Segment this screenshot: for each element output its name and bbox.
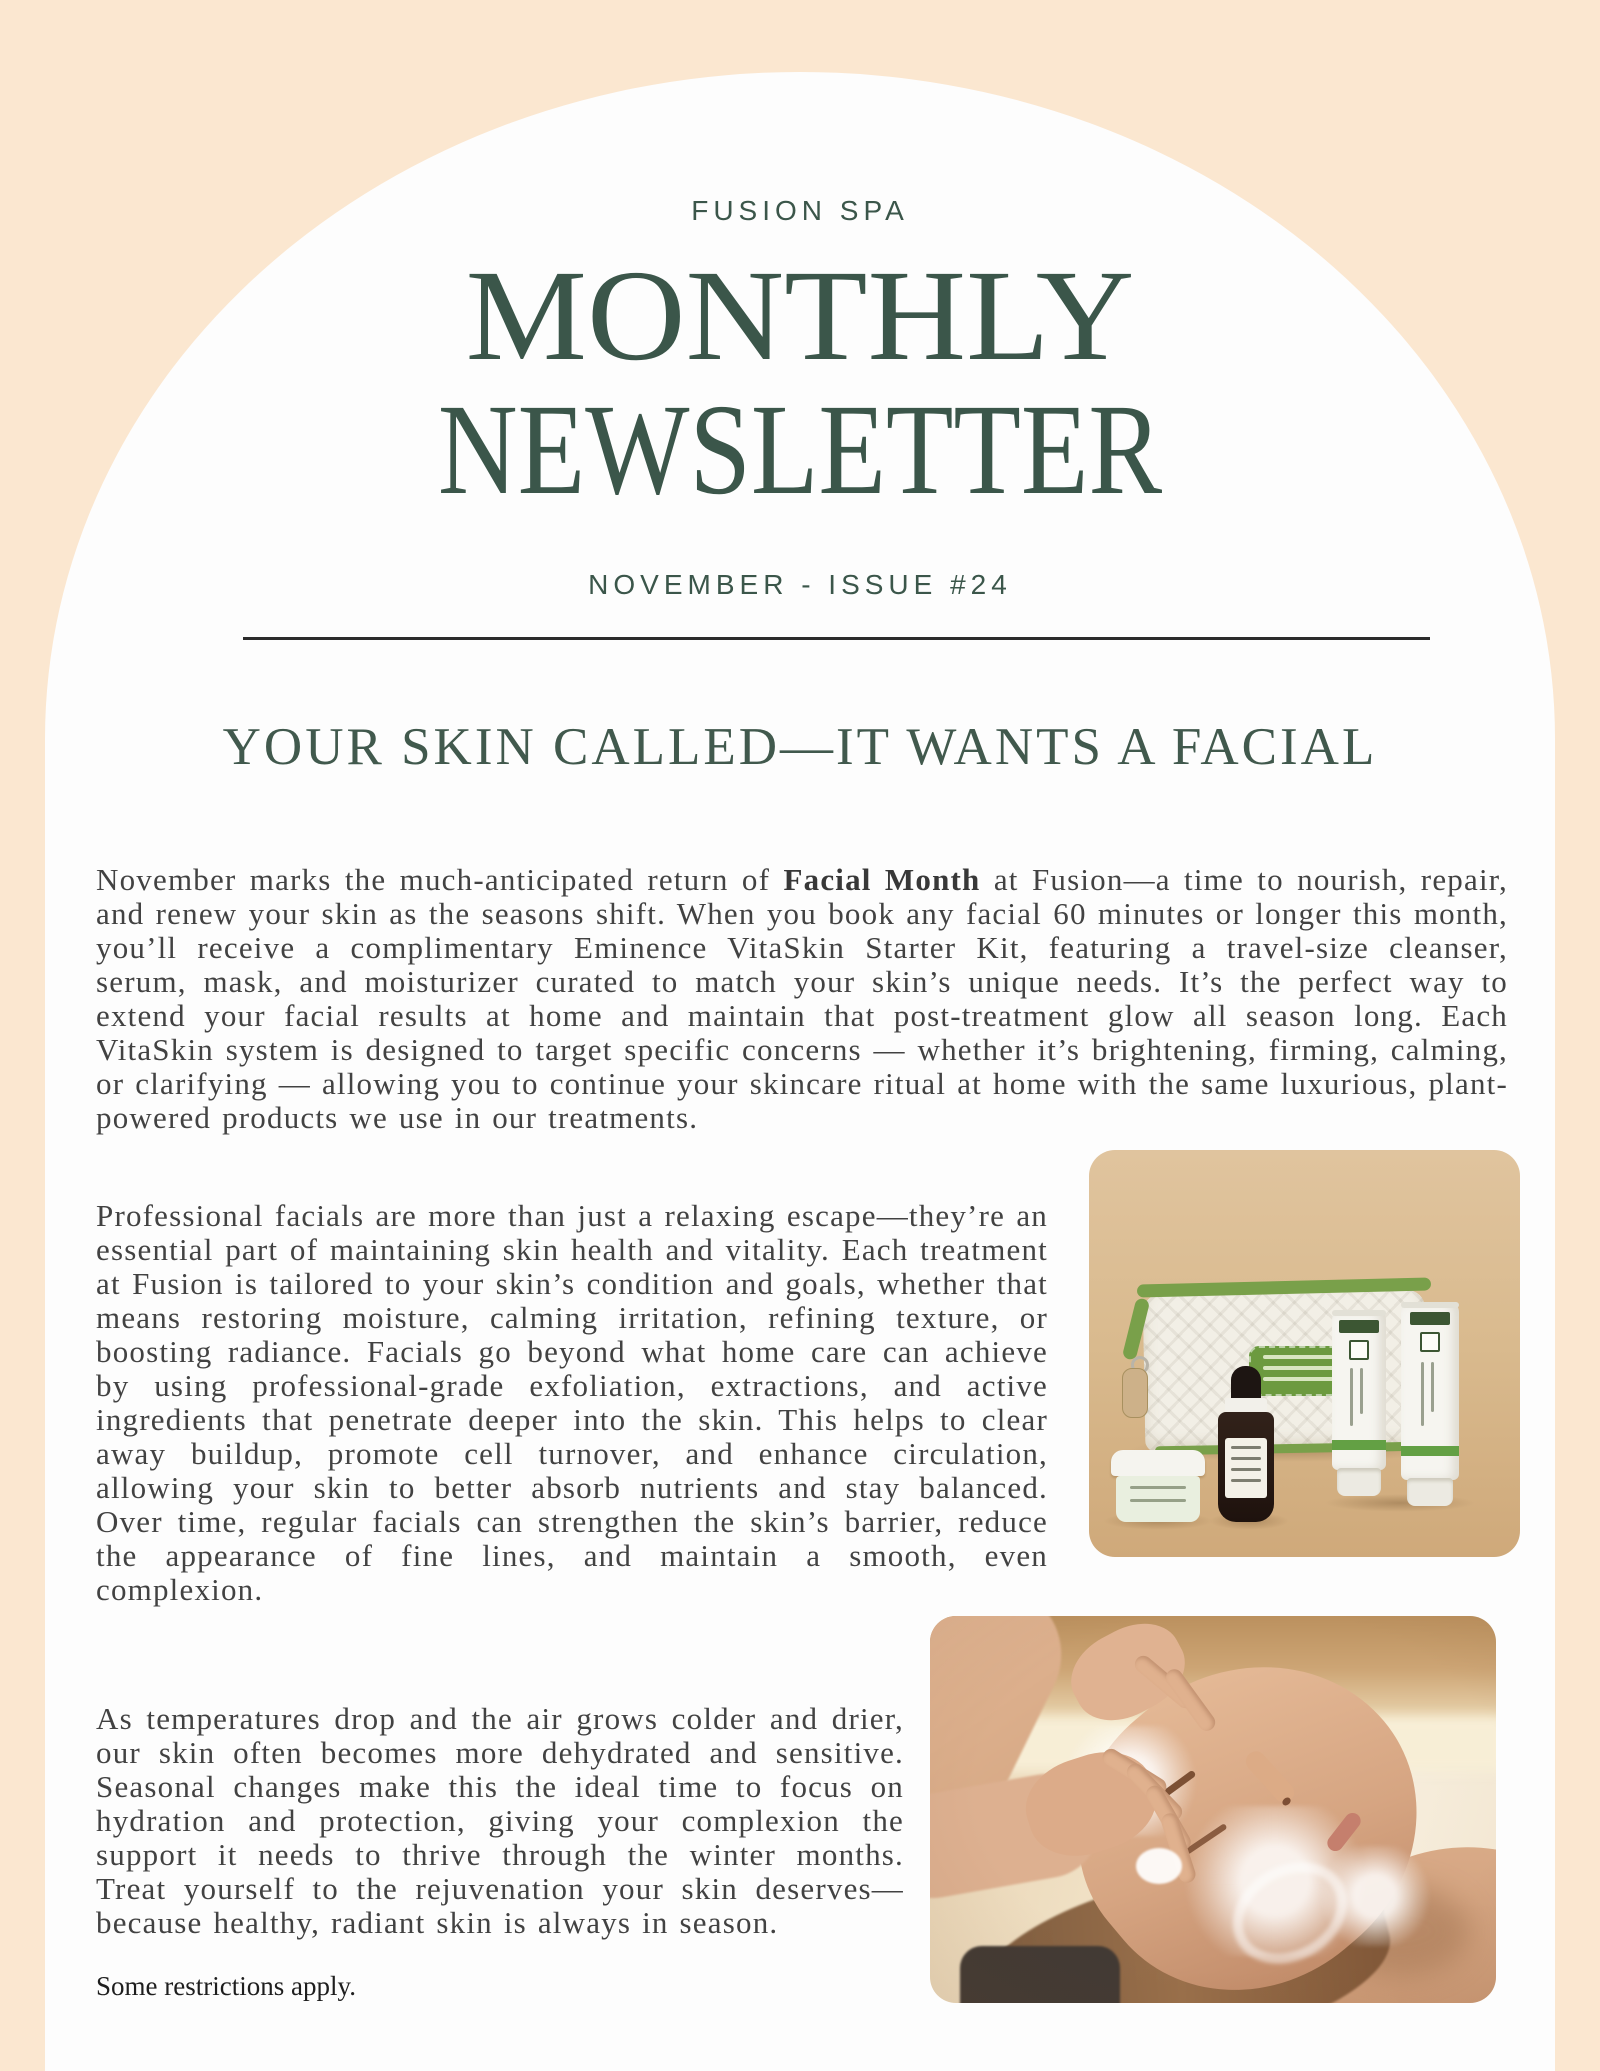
tube-text-line [1421, 1362, 1424, 1426]
paragraph-2: Professional facials are more than just a relaxing escape—they’re an essential part of maintaining skin health and vitality. Each treatment at Fusion is tailored to your skin’s condition and goals, whether that means restoring moisture, calming irritation, refining texture, or boosting radiance. Facials go beyond what home care can achieve by using professional-grade exfoliation, extractions, and active ingredients that penetrate deeper into the skin. This helps to clear away buildup, promote cell turnover, and enhance circulation, allowing your skin to better absorb nutrients and stay balanced. Over time, regular facials can strengthen the skin’s barrier, reduce the appearance of fine lines, and maintain a smooth, even complexion. [96, 1198, 1048, 1607]
tube-crimp [1332, 1310, 1386, 1316]
bamboo-zipper-pull [1122, 1368, 1148, 1418]
tube-text-line [1350, 1368, 1353, 1426]
title-line-1: MONTHLY [465, 244, 1135, 388]
title-line-2: NEWSLETTER [437, 378, 1163, 522]
tube-crimp [1401, 1302, 1459, 1308]
tube-brand-block [1339, 1320, 1379, 1333]
tube-text-line [1360, 1368, 1363, 1414]
paragraph-1 [96, 863, 1508, 1135]
cleanser-tube [1401, 1302, 1459, 1480]
facial-treatment-photo [930, 1616, 1496, 2003]
tube-brand-block [1410, 1312, 1450, 1325]
tube-logo [1349, 1340, 1369, 1360]
masque-jar-lid [1111, 1450, 1205, 1476]
moisturizer-cap [1337, 1468, 1381, 1496]
article-headline: YOUR SKIN CALLED—IT WANTS A FACIAL [222, 718, 1378, 776]
cleanser-cap [1407, 1478, 1453, 1506]
moisturizer-tube [1332, 1310, 1386, 1470]
tube-text-line [1431, 1362, 1434, 1412]
footnote: Some restrictions apply. [96, 1971, 356, 2001]
paragraph-3: As temperatures drop and the air grows colder and drier, our skin often becomes more dehydrated and sensitive. Seasonal changes make this the ideal time to focus on hydration and protection, giving your complexion the support it needs to thrive through the winter months. Treat yourself to the rejuvenation your skin deserves—because healthy, radiant skin is always in season. [96, 1701, 904, 1940]
tube-logo [1420, 1332, 1440, 1352]
serum-label [1225, 1438, 1267, 1498]
masque-jar [1116, 1476, 1200, 1522]
facial-month-bold: Facial Month [783, 862, 981, 897]
divider-rule [243, 637, 1430, 640]
serum-dropper-bulb [1231, 1366, 1261, 1402]
brand-name: FUSION SPA [691, 195, 909, 226]
paragraph-1-rest: at Fusion—a time to nourish, repair, and renew your skin as the seasons shift. When you book any facial 60 minutes or longer this month, you’ll receive a complimentary Eminence VitaSkin Starter Kit, featuring a travel-size cleanser, serum, mask, and moisturizer curated to match your skin’s unique needs. It’s the perfect way to extend your facial results at home and maintain that post-treatment glow all season long. Each VitaSkin system is designed to target specific concerns — whether it’s brightening, firming, calming, or clarifying — allowing you to continue your skincare ritual at home with the same luxurious, plant-powered products we use in our treatments. [96, 862, 1508, 1135]
tube-green-band [1332, 1440, 1386, 1450]
issue-line: NOVEMBER - ISSUE #24 [588, 569, 1012, 600]
paragraph-1-lead: November marks the much-anticipated return of [96, 862, 784, 897]
photo-vignette [930, 1616, 1496, 2003]
vitaskin-kit-photo [1089, 1150, 1520, 1557]
newsletter-title [0, 244, 1600, 522]
tube-green-band [1401, 1446, 1459, 1456]
